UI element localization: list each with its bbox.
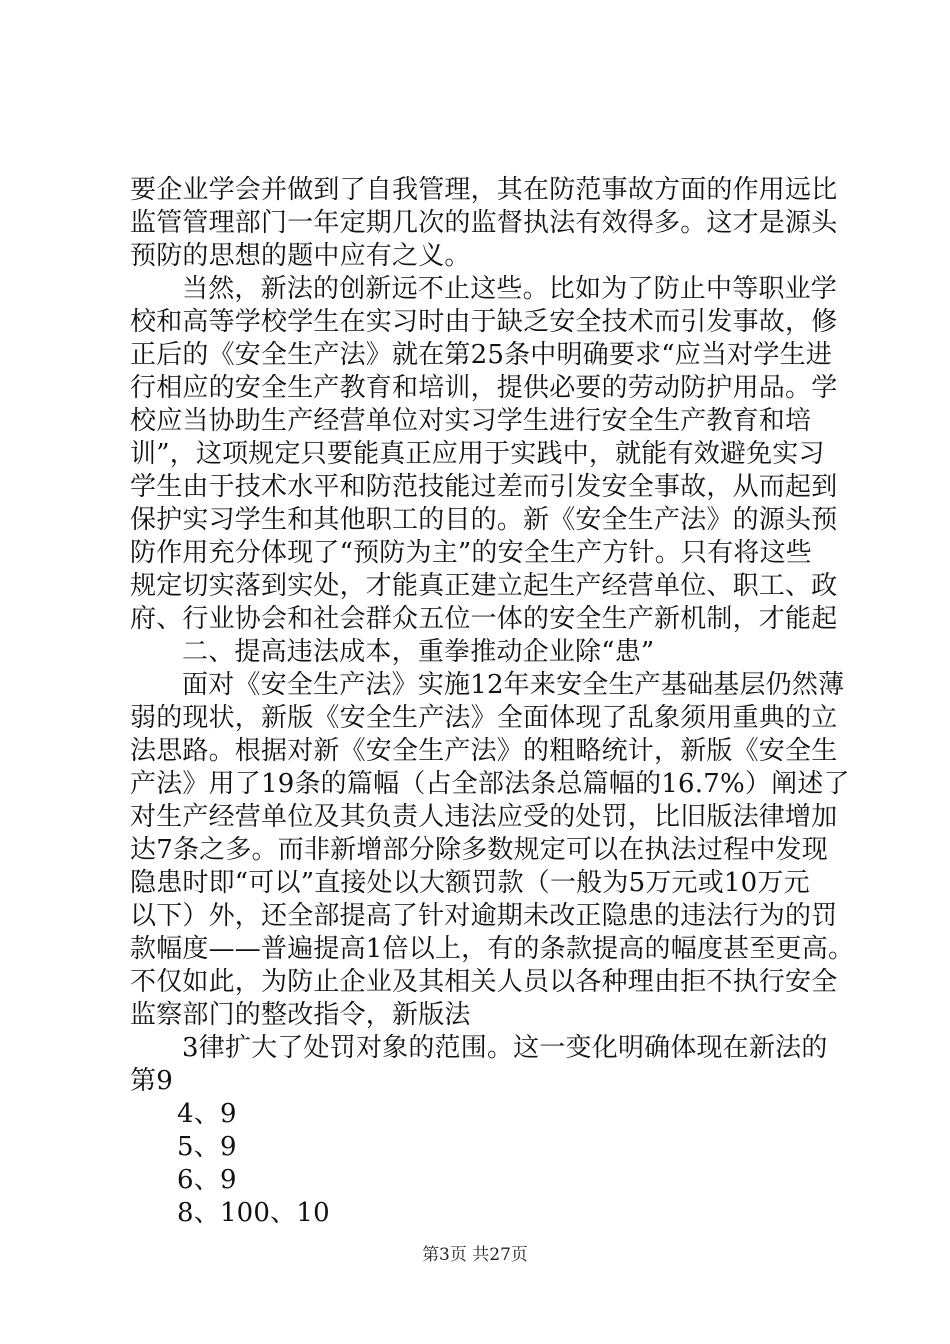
text-line: 校应当协助生产经营单位对实习学生进行安全生产教育和培 <box>130 406 812 436</box>
text-line: 行相应的安全生产教育和培训，提供必要的劳动防护用品。学 <box>130 373 838 403</box>
text-line: 监察部门的整改指令，新版法 <box>130 1000 471 1030</box>
text-line: 达7条之多。而非新增部分除多数规定可以在执法过程中发现 <box>130 835 828 865</box>
text-line: 正后的《安全生产法》就在第25条中明确要求“应当对学生进 <box>130 340 832 370</box>
list-item: 6、9 <box>177 1165 237 1195</box>
text-line: 监管管理部门一年定期几次的监督执法有效得多。这才是源头 <box>130 208 838 238</box>
text-line: 防作用充分体现了“预防为主”的安全生产方针。只有将这些 <box>130 538 812 568</box>
list-item: 5、9 <box>177 1132 237 1162</box>
list-item: 8、100、10 <box>177 1198 330 1228</box>
text-line: 3律扩大了处罚对象的范围。这一变化明确体现在新法的 <box>182 1033 828 1063</box>
text-line: 款幅度——普遍提高1倍以上，有的条款提高的幅度甚至更高。 <box>130 934 855 964</box>
text-line: 隐患时即“可以”直接处以大额罚款（一般为5万元或10万元 <box>130 868 810 898</box>
text-line: 训”，这项规定只要能真正应用于实践中，就能有效避免实习 <box>130 439 825 469</box>
text-line: 对生产经营单位及其负责人违法应受的处罚，比旧版法律增加 <box>130 802 838 832</box>
text-line: 面对《安全生产法》实施12年来安全生产基础基层仍然薄 <box>182 670 845 700</box>
text-line: 第9 <box>130 1066 173 1096</box>
text-line: 预防的思想的题中应有之义。 <box>130 241 471 271</box>
text-line: 不仅如此，为防止企业及其相关人员以各种理由拒不执行安全 <box>130 967 838 997</box>
text-line: 学生由于技术水平和防范技能过差而引发安全事故，从而起到 <box>130 472 838 502</box>
text-line: 当然，新法的创新远不止这些。比如为了防止中等职业学 <box>182 274 838 304</box>
text-line: 校和高等学校学生在实习时由于缺乏安全技术而引发事故，修 <box>130 307 838 337</box>
text-line: 要企业学会并做到了自我管理，其在防范事故方面的作用远比 <box>130 175 838 205</box>
section-heading: 二、提高违法成本，重拳推动企业除“患” <box>182 637 655 667</box>
document-body <box>130 174 855 1230</box>
text-line: 以下）外，还全部提高了针对逾期未改正隐患的违法行为的罚 <box>130 901 838 931</box>
text-line: 弱的现状，新版《安全生产法》全面体现了乱象须用重典的立 <box>130 703 838 733</box>
text-line: 保护实习学生和其他职工的目的。新《安全生产法》的源头预 <box>130 505 838 535</box>
text-line: 规定切实落到实处，才能真正建立起生产经营单位、职工、政 <box>130 571 838 601</box>
text-line: 府、行业协会和社会群众五位一体的安全生产新机制，才能起 <box>130 604 838 634</box>
list-item: 4、9 <box>177 1099 237 1129</box>
text-line: 法思路。根据对新《安全生产法》的粗略统计，新版《安全生 <box>130 736 838 766</box>
text-line: 产法》用了19条的篇幅（占全部法条总篇幅的16.7%）阐述了 <box>130 769 850 799</box>
page-footer: 第3页 共27页 <box>422 1245 528 1265</box>
